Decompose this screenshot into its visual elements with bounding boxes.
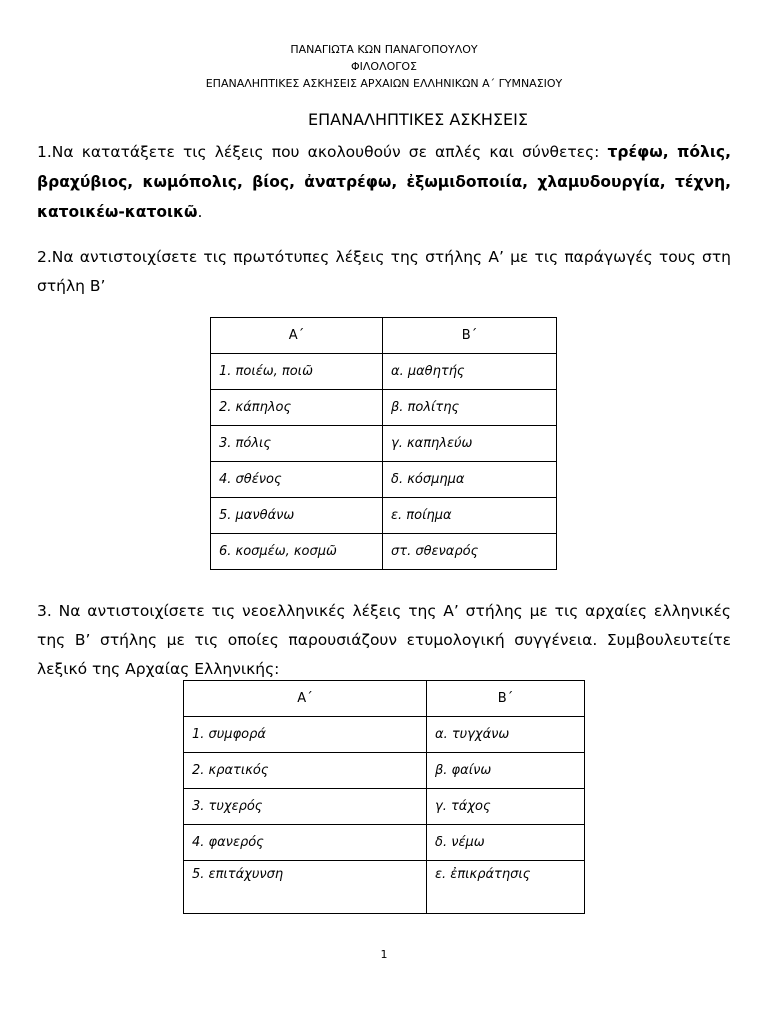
table-row xyxy=(211,462,557,498)
table-row xyxy=(211,534,557,570)
table-cell: ε. ἐπικράτησις xyxy=(427,861,585,914)
column-a-header: Α΄ xyxy=(184,681,427,717)
table-row xyxy=(184,789,585,825)
table-cell: ε. ποίημα xyxy=(383,498,557,534)
exercise-2: 2.Να αντιστοιχίσετε τις πρωτότυπες λέξεις της στήλης Α’ με τις παράγωγές τους στη στήλη Β’ xyxy=(37,248,731,295)
exercise-3-table xyxy=(183,680,585,914)
column-a-header: Α΄ xyxy=(211,318,383,354)
table-cell: β. πολίτης xyxy=(383,390,557,426)
table-row xyxy=(211,390,557,426)
column-b-header: Β΄ xyxy=(427,681,585,717)
table-cell: 3. τυχερός xyxy=(184,789,427,825)
exercise-1-intro: 1.Να κατατάξετε τις λέξεις που ακολουθούν σε απλές και σύνθετες: xyxy=(37,143,608,161)
table-row xyxy=(211,498,557,534)
table-cell: 4. φανερός xyxy=(184,825,427,861)
table-cell: α. μαθητής xyxy=(383,354,557,390)
table-cell: στ. σθεναρός xyxy=(383,534,557,570)
table-cell: γ. τάχος xyxy=(427,789,585,825)
exercise-1-end: . xyxy=(197,203,203,221)
table-row xyxy=(184,753,585,789)
table-cell: δ. κόσμημα xyxy=(383,462,557,498)
table-header-row xyxy=(211,318,557,354)
table-cell: δ. νέμω xyxy=(427,825,585,861)
table-cell: 5. επιτάχυνση xyxy=(184,861,427,914)
table-row xyxy=(184,717,585,753)
table-cell: 5. μανθάνω xyxy=(211,498,383,534)
author-name: ΠΑΝΑΓΙΩΤΑ ΚΩΝ ΠΑΝΑΓΟΠΟΥΛΟΥ xyxy=(290,43,478,56)
table-cell: 3. πόλις xyxy=(211,426,383,462)
exercise-2-table xyxy=(210,317,557,570)
table-header-row xyxy=(184,681,585,717)
document-subject: ΕΠΑΝΑΛΗΠΤΙΚΕΣ ΑΣΚΗΣΕΙΣ ΑΡΧΑΙΩΝ ΕΛΛΗΝΙΚΩΝ Α΄ ΓΥΜΝΑΣΙΟΥ xyxy=(205,77,563,90)
table-row xyxy=(184,861,585,914)
table-row xyxy=(184,825,585,861)
page-title: ΕΠΑΝΑΛΗΠΤΙΚΕΣ ΑΣΚΗΣΕΙΣ xyxy=(308,110,528,129)
table-row xyxy=(211,426,557,462)
table-cell: α. τυγχάνω xyxy=(427,717,585,753)
document-header xyxy=(0,41,768,92)
exercise-1 xyxy=(37,137,731,227)
table-cell: 1. ποιέω, ποιῶ xyxy=(211,354,383,390)
table-cell: 2. κάπηλος xyxy=(211,390,383,426)
table-cell: γ. καπηλεύω xyxy=(383,426,557,462)
table-cell: β. φαίνω xyxy=(427,753,585,789)
table-cell: 4. σθένος xyxy=(211,462,383,498)
column-b-header: Β΄ xyxy=(383,318,557,354)
table-cell: 1. συμφορά xyxy=(184,717,427,753)
table-cell: 2. κρατικός xyxy=(184,753,427,789)
table-cell: 6. κοσμέω, κοσμῶ xyxy=(211,534,383,570)
table-row xyxy=(211,354,557,390)
author-title: ΦΙΛΟΛΟΓΟΣ xyxy=(350,60,417,73)
exercise-3: 3. Να αντιστοιχίσετε τις νεοελληνικές λέξεις της Α’ στήλης με τις αρχαίες ελληνικές της Β’ στήλης με τις οποίες παρουσιάζουν ετυμολογική συγγένεια. Συμβουλευτείτε λεξικό της Αρχαίας Ελληνικής: xyxy=(37,602,731,678)
exercise-1-words: τρέφω, πόλις, βραχύβιος, κωμόπολις, βίος, ἀνατρέφω, ἐξωμιδοποιία, χλαμυδουργία, τέχνη, κατοικέω-κατοικῶ xyxy=(37,143,731,221)
page-number: 1 xyxy=(380,948,388,961)
